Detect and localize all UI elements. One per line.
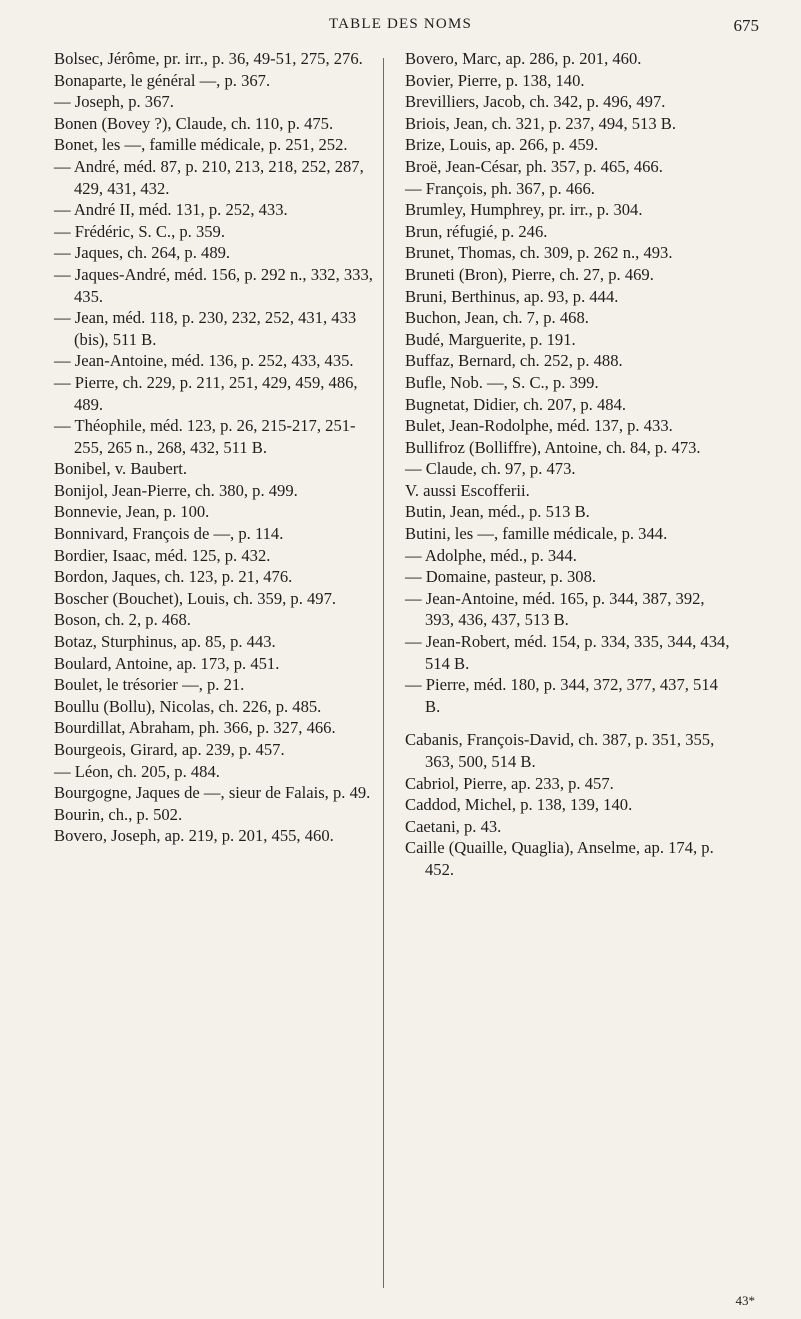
page-header: [0, 10, 801, 40]
left-column: [54, 48, 379, 847]
index-entry: Bourin, ch., p. 502.: [54, 804, 183, 824]
index-entry: — Pierre, méd. 180, p. 344, 372, 377, 437, 514 B.: [405, 675, 718, 716]
index-entry: V. aussi Escofferii.: [405, 480, 530, 500]
index-entry: — Théophile, méd. 123, p. 26, 215-217, 251-255, 265 n., 268, 432, 511 B.: [54, 416, 356, 457]
index-entry: — Jean, méd. 118, p. 230, 232, 252, 431, 433 (bis), 511 B.: [54, 308, 357, 349]
index-entry: Caddod, Michel, p. 138, 139, 140.: [405, 795, 633, 815]
index-entry: — François, ph. 367, p. 466.: [405, 178, 595, 198]
index-entry: Bonnivard, François de —, p. 114.: [54, 524, 284, 544]
index-entry: Budé, Marguerite, p. 191.: [405, 329, 576, 349]
index-entry: — Jaques, ch. 264, p. 489.: [54, 243, 231, 263]
index-entry: Bullifroz (Bolliffre), Antoine, ch. 84, p. 473.: [405, 437, 701, 457]
running-title: TABLE DES NOMS: [328, 16, 473, 32]
index-entry: Briois, Jean, ch. 321, p. 237, 494, 513 B.: [405, 113, 677, 133]
index-entry: — Pierre, ch. 229, p. 211, 251, 429, 459, 486, 489.: [54, 372, 358, 414]
index-entry: Butin, Jean, méd., p. 513 B.: [405, 502, 590, 522]
index-entry: Caetani, p. 43.: [405, 816, 502, 836]
index-entry: Bonaparte, le général —, p. 367.: [54, 70, 271, 90]
index-entry: Brize, Louis, ap. 266, p. 459.: [405, 135, 599, 155]
index-entry: Bourgogne, Jaques de —, sieur de Falais, p. 49.: [54, 783, 371, 803]
index-entry: Boson, ch. 2, p. 468.: [54, 610, 191, 630]
signature-mark: 43*: [735, 1293, 755, 1308]
index-entry: — Frédéric, S. C., p. 359.: [54, 221, 225, 241]
right-column: [405, 48, 730, 881]
index-entry: Bolsec, Jérôme, pr. irr., p. 36, 49-51, 275, 276.: [54, 49, 363, 68]
index-entry: Brunet, Thomas, ch. 309, p. 262 n., 493.: [405, 243, 673, 263]
index-entry: Bovero, Joseph, ap. 219, p. 201, 455, 460.: [54, 826, 334, 846]
index-entry: Bonibel, v. Baubert.: [54, 459, 188, 479]
index-entry: Bourdillat, Abraham, ph. 366, p. 327, 466.: [54, 718, 336, 738]
index-entry: Bovero, Marc, ap. 286, p. 201, 460.: [405, 49, 642, 68]
index-entry: Boulet, le trésorier —, p. 21.: [54, 675, 245, 695]
index-entry: Bonnevie, Jean, p. 100.: [54, 502, 210, 522]
index-entry: Bonijol, Jean-Pierre, ch. 380, p. 499.: [54, 480, 298, 500]
index-entry: Brun, réfugié, p. 246.: [405, 221, 548, 241]
index-entry: Botaz, Sturphinus, ap. 85, p. 443.: [54, 632, 276, 652]
index-entry: Bovier, Pierre, p. 138, 140.: [405, 70, 585, 90]
index-entry: Buchon, Jean, ch. 7, p. 468.: [405, 308, 589, 328]
index-entry: Butini, les —, famille médicale, p. 344.: [405, 524, 668, 544]
index-entry: Buffaz, Bernard, ch. 252, p. 488.: [405, 351, 623, 371]
index-entry: Bourgeois, Girard, ap. 239, p. 457.: [54, 740, 285, 759]
index-entry: Bruni, Berthinus, ap. 93, p. 444.: [405, 286, 619, 306]
index-entry: — André II, méd. 131, p. 252, 433.: [54, 200, 288, 220]
index-entry: Broë, Jean-César, ph. 357, p. 465, 466.: [405, 156, 663, 176]
page-number: 675: [733, 16, 759, 35]
index-entry: — Jean-Antoine, méd. 136, p. 252, 433, 435.: [54, 351, 354, 371]
index-entry: — Joseph, p. 367.: [54, 92, 174, 112]
index-entry: — Adolphe, méd., p. 344.: [405, 545, 577, 565]
index-entry: Bordon, Jaques, ch. 123, p. 21, 476.: [54, 567, 293, 587]
index-entry: Cabanis, François-David, ch. 387, p. 351, 355, 363, 500, 514 B.: [405, 730, 715, 771]
index-entry: Boscher (Bouchet), Louis, ch. 359, p. 497.: [54, 588, 337, 608]
index-entry: Bulet, Jean-Rodolphe, méd. 137, p. 433.: [405, 416, 673, 436]
index-entry: Bonen (Bovey ?), Claude, ch. 110, p. 475.: [54, 113, 334, 133]
index-entry: — André, méd. 87, p. 210, 213, 218, 252, 287, 429, 431, 432.: [54, 156, 364, 198]
index-entry: Brumley, Humphrey, pr. irr., p. 304.: [405, 200, 643, 220]
index-entry: Bordier, Isaac, méd. 125, p. 432.: [54, 545, 271, 565]
index-entry: Cabriol, Pierre, ap. 233, p. 457.: [405, 773, 614, 793]
column-divider: [383, 58, 384, 1288]
index-entry: — Jean-Robert, méd. 154, p. 334, 335, 344, 434, 514 B.: [405, 632, 730, 673]
index-entry: Bufle, Nob. —, S. C., p. 399.: [405, 372, 599, 392]
index-entry: Brevilliers, Jacob, ch. 342, p. 496, 497.: [405, 92, 666, 112]
index-entry: Bruneti (Bron), Pierre, ch. 27, p. 469.: [405, 264, 654, 284]
index-entry: Boulard, Antoine, ap. 173, p. 451.: [54, 653, 280, 673]
index-entry: Bugnetat, Didier, ch. 207, p. 484.: [405, 394, 627, 414]
index-entry: — Claude, ch. 97, p. 473.: [405, 459, 576, 479]
index-entry: Boullu (Bollu), Nicolas, ch. 226, p. 485.: [54, 696, 322, 716]
index-entry: Caille (Quaille, Quaglia), Anselme, ap. 174, p. 452.: [405, 838, 714, 879]
index-entry: — Jean-Antoine, méd. 165, p. 344, 387, 392, 393, 436, 437, 513 B.: [405, 588, 705, 630]
index-entry: — Jaques-André, méd. 156, p. 292 n., 332, 333, 435.: [54, 264, 373, 306]
index-entry: — Léon, ch. 205, p. 484.: [54, 761, 220, 781]
index-entry: Bonet, les —, famille médicale, p. 251, 252.: [54, 135, 348, 155]
index-entry: — Domaine, pasteur, p. 308.: [405, 567, 597, 587]
